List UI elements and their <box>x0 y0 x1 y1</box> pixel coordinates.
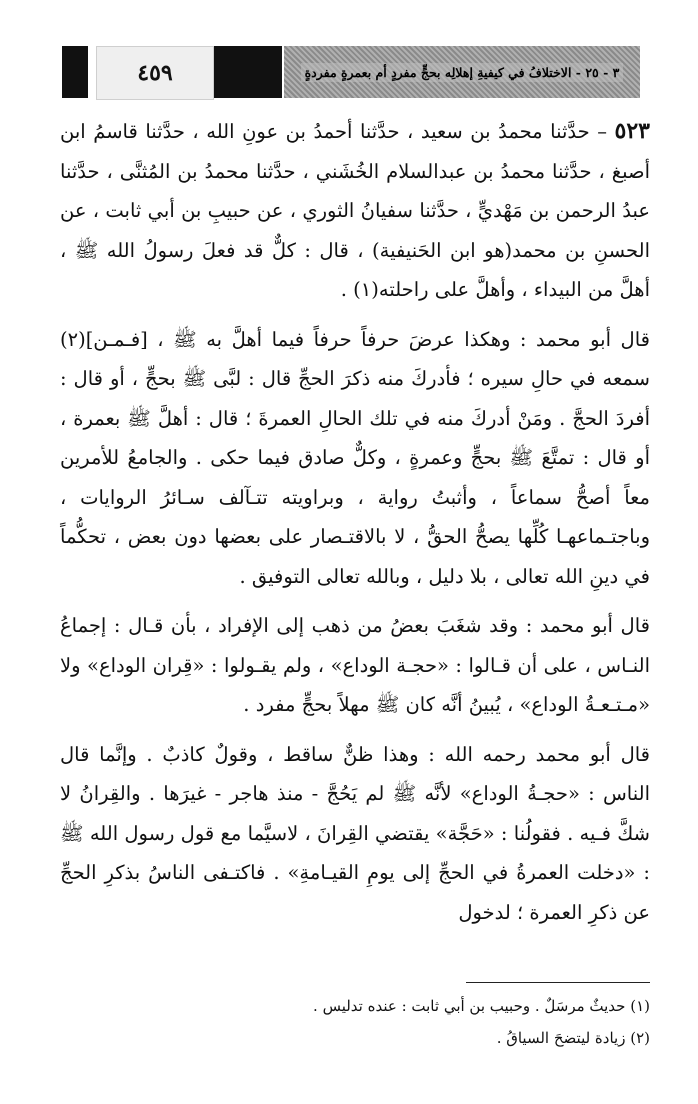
footnotes <box>60 990 650 1054</box>
paragraph-hadith-523 <box>60 112 650 310</box>
main-text <box>60 112 650 932</box>
paragraph-text: – حدَّثنا محمدُ بن سعيد ، حدَّثنا أحمدُ بن عونِ الله ، حدَّثنا قاسمُ ابن أصبغ ، حدَّثنا محمدُ بن عبدالسلام الخُشَني ، حدَّثنا محمدُ بن المُثنَّى ، حدَّثنا عبدُ الرحمن بن مَهْديٍّ ، حدَّثنا سفيانُ الثوري ، عن حبيبِ بن أبي ثابت ، عن الحسنِ بن محمد(هو ابن الحَنيفية) ، قال : كلٌّ قد فعلَ رسولُ الله ﷺ ، أهلَّ من البيداء ، وأهلَّ على راحلته(١) . <box>60 120 650 301</box>
header-dark-block <box>214 46 282 98</box>
running-header <box>62 42 640 102</box>
paragraph: قال أبو محمد : وقد شغَبَ بعضُ من ذهب إلى الإفراد ، بأن قـال : إجماعُ النـاس ، على أن قـالوا : «حجـة الوداع» ، ولم يقـولوا : «قِران الوداع» ولا «مـتـعـةُ الوداع» ، يُبينُ أنَّه كان ﷺ مهلاً بحجٍّ مفرد . <box>60 614 650 716</box>
paragraph: قال أبو محمد رحمه الله : وهذا ظنٌّ ساقط ، وقولٌ كاذبٌ . وإنَّما قال الناس : «حجـةُ الوداع» لأنَّه ﷺ لم يَحُجَّ - منذ هاجر - غيرَها . والقِرانُ لا شكَّ فـيه . فقولُنا : «حَجَّة» يقتضي القِرانَ ، لاسيَّما مع قول رسول الله ﷺ : «دخلت العمرةُ في الحجِّ إلى يومِ القيـامةِ» . فاكتـفى الناسُ بذكرِ الحجِّ عن ذكرِ العمرة ؛ لدخول <box>60 742 650 924</box>
footnote-divider <box>466 982 650 983</box>
page-number: ٤٥٩ <box>137 60 173 86</box>
running-title: ٣ - ٢٥ - الاختلافُ في كيفيةِ إهلالِه بحجٍّ مفردٍ أم بعمرةٍ مفردةٍ <box>301 63 624 82</box>
header-decor-block <box>62 46 88 98</box>
footnote-2: (٢) زيادة ليتضحَ السياقُ . <box>496 1029 650 1047</box>
footnote-1: (١) حديثٌ مرسَلٌ . وحبيب بن أبي ثابت : عنده تدليس . <box>313 997 650 1015</box>
page-number-box <box>96 46 214 100</box>
paragraph: قال أبو محمد : وهكذا عرضَ حرفاً حرفاً فيما أهلَّ به ﷺ ، [فـمـن](٢) سمعه في حالِ سيره ؛ فأدركَ منه ذكرَ الحجِّ قال : لبَّى ﷺ بحجٍّ ، أو قال : أفردَ الحجَّ . ومَنْ أدركَ منه في تلك الحالِ العمرةَ ؛ قال : أهلَّ ﷺ بعمرة ، أو قال : تمتَّعَ ﷺ بحجٍّ وعمرةٍ ، وكلٌّ صادق فيما حكى . والجامعُ للأمرين معاً أصحُّ سماعاً ، وأثبتُ رواية ، وبراويته تتـآلف سـائرُ الروايات ، وباجتـماعهـا كُلِّها يصحُّ الحقُّ ، لا بالاقتـصار على بعضها دون بعض ، تحكُّماً في دينِ الله تعالى ، بلا دليل ، وبالله تعالى التوفيق . <box>60 327 650 588</box>
hadith-number: ٥٢٣ <box>614 118 650 144</box>
running-title-box <box>284 46 640 98</box>
